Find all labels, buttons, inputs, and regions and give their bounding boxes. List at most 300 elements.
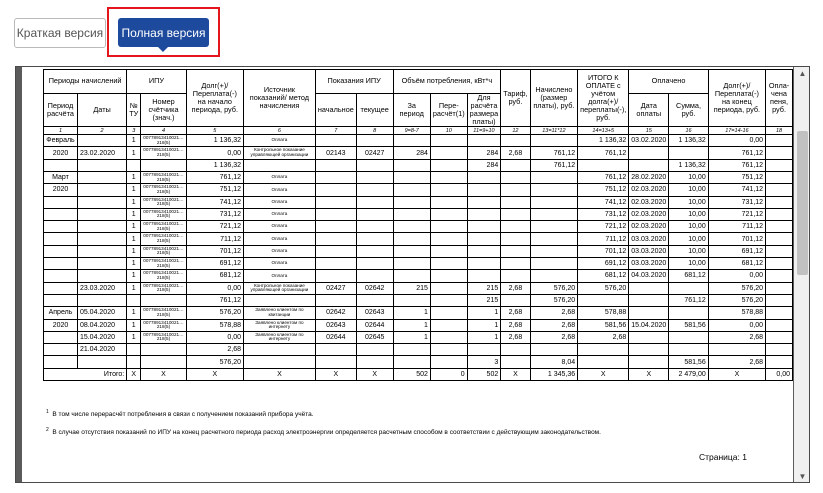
column-number: 7 [315, 127, 356, 135]
header-for-period: За период [393, 94, 430, 127]
meter-cell [141, 208, 186, 220]
meter-digits: 218(5) [156, 324, 171, 330]
meter-digits: 218(5) [156, 311, 171, 317]
meter-cell [141, 319, 186, 331]
meter-digits: 218(5) [156, 250, 171, 256]
date-cell [77, 221, 126, 233]
total-x: X [244, 368, 316, 380]
header-dates: Даты [77, 94, 126, 127]
amount-cell: 10,00 [669, 221, 708, 233]
calc-volume-cell [467, 245, 501, 257]
total-due-cell [578, 344, 629, 356]
total-x: X [708, 368, 765, 380]
recalc-cell [430, 245, 467, 257]
column-number: 11=9+10 [467, 127, 501, 135]
source-cell: Оплата [244, 135, 316, 147]
meter-digits: 218(5) [156, 176, 171, 182]
pay-date-cell: 15.04.2020 [629, 319, 669, 331]
cell [393, 356, 430, 368]
cell [629, 159, 669, 171]
cell [766, 356, 793, 368]
debt-end-cell: 0,00 [708, 270, 765, 282]
cell [501, 159, 530, 171]
cell [501, 294, 530, 306]
tariff-cell [501, 135, 530, 147]
header-ipu: ИПУ [127, 70, 186, 94]
amount-cell: 10,00 [669, 171, 708, 183]
meter-number: 00778913410021… [143, 147, 184, 153]
volume-cell [393, 270, 430, 282]
tu-cell: 1 [127, 258, 141, 270]
date-cell: 15.04.2020 [77, 331, 126, 343]
reading-start-cell: 02643 [315, 319, 356, 331]
debt-cell: 691,12 [186, 258, 243, 270]
total-due-cell: 741,12 [578, 196, 629, 208]
reading-start-cell [315, 245, 356, 257]
table-row [44, 184, 793, 196]
cell [127, 294, 141, 306]
penalty-cell [766, 331, 793, 343]
tariff-cell: 2,68 [501, 307, 530, 319]
header-amount: Сумма, руб. [669, 94, 708, 127]
cell [766, 294, 793, 306]
volume-cell: 215 [393, 282, 430, 294]
column-number: 10 [430, 127, 467, 135]
pay-date-cell [629, 331, 669, 343]
amount-cell: 681,12 [669, 270, 708, 282]
table-row [44, 208, 793, 220]
pay-date-cell: 03.03.2020 [629, 233, 669, 245]
debt-cell: 0,00 [186, 147, 243, 159]
meter-digits: 218(5) [156, 274, 171, 280]
pay-date-cell [629, 344, 669, 356]
table-row [44, 147, 793, 159]
meter-number: 00778913410021… [143, 233, 184, 239]
cell [77, 159, 126, 171]
cell [766, 159, 793, 171]
debt-end-cell [708, 344, 765, 356]
penalty-cell [766, 208, 793, 220]
meter-number: 00778913410021… [143, 208, 184, 214]
meter-digits: 218(5) [156, 139, 171, 145]
debt-cell: 721,12 [186, 221, 243, 233]
tu-cell: 1 [127, 245, 141, 257]
tu-cell: 1 [127, 196, 141, 208]
debt-end-cell: 751,12 [708, 171, 765, 183]
source-cell: Заявлено клиентом по квитанции [244, 307, 316, 319]
meter-cell [141, 147, 186, 159]
total-due-cell: 731,12 [578, 208, 629, 220]
meter-number: 00778913410021… [143, 307, 184, 313]
table-row [44, 233, 793, 245]
calc-volume-cell [467, 233, 501, 245]
header-current: текущее [356, 94, 393, 127]
charged-cell [530, 208, 578, 220]
source-cell: Заявлено клиентом по интернету [244, 331, 316, 343]
header-charged: Начислено (размер платы), руб. [530, 70, 578, 127]
debt-end-cell: 701,12 [708, 233, 765, 245]
volume-cell: 1 [393, 307, 430, 319]
reading-start-cell [315, 258, 356, 270]
total-due-cell: 578,88 [578, 307, 629, 319]
subtotal-debt: 576,20 [186, 356, 243, 368]
debt-end-cell: 681,12 [708, 258, 765, 270]
reading-end-cell [356, 135, 393, 147]
pay-date-cell [629, 282, 669, 294]
reading-end-cell [356, 208, 393, 220]
reading-start-cell [315, 135, 356, 147]
reading-end-cell [356, 171, 393, 183]
meter-digits: 218(5) [156, 262, 171, 268]
reading-start-cell [315, 184, 356, 196]
meter-cell [141, 135, 186, 147]
debt-cell: 576,20 [186, 307, 243, 319]
charged-cell [530, 135, 578, 147]
pay-date-cell: 04.03.2020 [629, 270, 669, 282]
cell [77, 356, 126, 368]
volume-cell: 1 [393, 331, 430, 343]
column-number: 9=8-7 [393, 127, 430, 135]
header-period: Период расчёта [44, 94, 78, 127]
meter-digits: 218(5) [156, 201, 171, 207]
meter-number: 00778913410021… [143, 196, 184, 202]
period-cell [44, 258, 78, 270]
total-due-cell: 581,56 [578, 319, 629, 331]
tariff-cell [501, 245, 530, 257]
reading-end-cell [356, 270, 393, 282]
column-number: 18 [766, 127, 793, 135]
period-cell [44, 233, 78, 245]
subtotal-row [44, 294, 793, 306]
source-cell: Оплата [244, 208, 316, 220]
tu-cell: 1 [127, 233, 141, 245]
subtotal-calc: 215 [467, 294, 501, 306]
scroll-up-icon[interactable]: ▲ [798, 69, 807, 78]
short-version-button[interactable]: Краткая версия [14, 18, 106, 48]
cell [141, 356, 186, 368]
meter-number: 00778913410021… [143, 184, 184, 190]
table-row [44, 307, 793, 319]
volume-cell [393, 245, 430, 257]
source-cell: Контрольное показание управляющей организации [244, 147, 316, 159]
tariff-cell [501, 270, 530, 282]
tariff-cell: 2,68 [501, 147, 530, 159]
subtotal-end: 576,20 [708, 294, 765, 306]
period-cell: 2020 [44, 319, 78, 331]
meter-digits: 218(5) [156, 225, 171, 231]
pay-date-cell: 03.03.2020 [629, 258, 669, 270]
amount-cell [669, 344, 708, 356]
recalc-cell [430, 233, 467, 245]
total-due-cell: 2,68 [578, 331, 629, 343]
total-x: X [315, 368, 356, 380]
total-pen: 0,00 [766, 368, 793, 380]
tu-cell: 1 [127, 135, 141, 147]
document-viewer[interactable] [15, 66, 810, 483]
total-x: X [578, 368, 629, 380]
table-row [44, 245, 793, 257]
meter-number: 00778913410021… [143, 172, 184, 177]
debt-cell: 731,12 [186, 208, 243, 220]
tu-cell: 1 [127, 307, 141, 319]
recalc-cell [430, 221, 467, 233]
amount-cell: 10,00 [669, 208, 708, 220]
amount-cell [669, 307, 708, 319]
reading-end-cell [356, 258, 393, 270]
charged-cell: 2,68 [530, 319, 578, 331]
penalty-cell [766, 233, 793, 245]
cell [356, 159, 393, 171]
debt-cell: 0,00 [186, 282, 243, 294]
recalc-cell [430, 171, 467, 183]
volume-cell [393, 233, 430, 245]
penalty-cell [766, 221, 793, 233]
tu-cell: 1 [127, 147, 141, 159]
cell [356, 356, 393, 368]
reading-start-cell [315, 171, 356, 183]
total-due-cell: 576,20 [578, 282, 629, 294]
recalc-cell [430, 147, 467, 159]
cell [578, 356, 629, 368]
volume-cell [393, 184, 430, 196]
tu-cell: 1 [127, 270, 141, 282]
tu-cell: 1 [127, 184, 141, 196]
meter-cell [141, 245, 186, 257]
tariff-cell [501, 196, 530, 208]
debt-end-cell: 731,12 [708, 196, 765, 208]
recalc-cell [430, 270, 467, 282]
recalc-cell [430, 331, 467, 343]
debt-end-cell: 0,00 [708, 319, 765, 331]
recalc-cell [430, 307, 467, 319]
cell [578, 294, 629, 306]
period-cell [44, 245, 78, 257]
source-cell: Контрольное показание управляющей организации [244, 282, 316, 294]
column-number: 16 [669, 127, 708, 135]
calc-volume-cell: 215 [467, 282, 501, 294]
column-number-row [44, 127, 793, 135]
column-number: 15 [629, 127, 669, 135]
cell [44, 356, 78, 368]
header-pay-date: Дата оплаты [629, 94, 669, 127]
penalty-cell [766, 147, 793, 159]
date-cell: 21.04.2020 [77, 344, 126, 356]
debt-cell: 701,12 [186, 245, 243, 257]
subtotal-row [44, 356, 793, 368]
charged-cell [530, 184, 578, 196]
meter-number: 00778913410021… [143, 258, 184, 264]
total-calc: 502 [467, 368, 501, 380]
total-x: X [127, 368, 141, 380]
date-cell: 05.04.2020 [77, 307, 126, 319]
recalc-cell [430, 282, 467, 294]
reading-start-cell [315, 344, 356, 356]
header-initial: начальное [315, 94, 356, 127]
date-cell [77, 135, 126, 147]
penalty-cell [766, 270, 793, 282]
total-due-cell: 761,12 [578, 147, 629, 159]
subtotal-end: 761,12 [708, 159, 765, 171]
cell [315, 294, 356, 306]
vertical-scrollbar[interactable] [794, 67, 810, 483]
period-cell [44, 208, 78, 220]
meter-digits: 218(5) [156, 188, 171, 194]
reading-end-cell [356, 233, 393, 245]
period-cell: Март [44, 171, 78, 183]
debt-cell: 751,12 [186, 184, 243, 196]
full-version-button[interactable]: Полная версия [118, 18, 209, 47]
recalc-cell [430, 319, 467, 331]
page-number: Страница: 1 [699, 452, 747, 462]
amount-cell: 10,00 [669, 184, 708, 196]
meter-number: 00778913410021… [143, 331, 184, 337]
table-row [44, 135, 793, 147]
cell [629, 294, 669, 306]
billing-table [43, 69, 793, 381]
subtotal-chg: 8,04 [530, 356, 578, 368]
tariff-cell: 2,68 [501, 331, 530, 343]
recalc-cell [430, 258, 467, 270]
table-row [44, 171, 793, 183]
debt-cell: 1 136,32 [186, 135, 243, 147]
charged-cell [530, 221, 578, 233]
header-penalty: Опла- чена пеня, руб. [766, 70, 793, 127]
tu-cell: 1 [127, 319, 141, 331]
calc-volume-cell [467, 221, 501, 233]
calc-volume-cell [467, 171, 501, 183]
table-row [44, 319, 793, 331]
recalc-cell [430, 344, 467, 356]
meter-digits: 218(5) [156, 152, 171, 157]
pay-date-cell: 28.02.2020 [629, 171, 669, 183]
tu-cell: 1 [127, 282, 141, 294]
scroll-thumb[interactable] [797, 131, 808, 275]
date-cell: 08.04.2020 [77, 319, 126, 331]
total-x: X [501, 368, 530, 380]
reading-end-cell: 02644 [356, 319, 393, 331]
volume-cell [393, 171, 430, 183]
table-row [44, 258, 793, 270]
table-row [44, 270, 793, 282]
column-number: 4 [141, 127, 186, 135]
pay-date-cell: 02.03.2020 [629, 196, 669, 208]
date-cell: 23.03.2020 [77, 282, 126, 294]
tariff-cell [501, 233, 530, 245]
billing-table-body [44, 127, 793, 381]
total-label: Итого: [44, 368, 127, 380]
debt-cell: 711,12 [186, 233, 243, 245]
meter-cell [141, 171, 186, 183]
debt-end-cell: 741,12 [708, 184, 765, 196]
debt-cell: 2,68 [186, 344, 243, 356]
reading-start-cell [315, 233, 356, 245]
subtotal-chg: 761,12 [530, 159, 578, 171]
calc-volume-cell [467, 258, 501, 270]
reading-end-cell: 02645 [356, 331, 393, 343]
table-row [44, 344, 793, 356]
subtotal-debt: 1 136,32 [186, 159, 243, 171]
debt-end-cell: 2,68 [708, 331, 765, 343]
meter-cell [141, 331, 186, 343]
amount-cell [669, 331, 708, 343]
charged-cell: 761,12 [530, 147, 578, 159]
active-indicator-icon [158, 47, 168, 52]
volume-cell [393, 196, 430, 208]
meter-number: 00778913410021… [143, 282, 184, 288]
period-cell [44, 344, 78, 356]
meter-number: 00778913410021… [143, 319, 184, 325]
cell [244, 159, 316, 171]
volume-cell [393, 135, 430, 147]
debt-cell: 761,12 [186, 171, 243, 183]
header-debt-start: Долг(+)/ Переплата(-) на начало периода, руб. [186, 70, 243, 127]
date-cell [77, 258, 126, 270]
calc-volume-cell [467, 270, 501, 282]
charged-cell [530, 171, 578, 183]
amount-cell [669, 147, 708, 159]
amount-cell: 10,00 [669, 258, 708, 270]
source-cell: Заявлено клиентом по интернету [244, 319, 316, 331]
debt-end-cell: 0,00 [708, 135, 765, 147]
cell [244, 356, 316, 368]
meter-cell [141, 184, 186, 196]
meter-cell [141, 307, 186, 319]
total-debt_total: X [186, 368, 243, 380]
amount-cell [669, 282, 708, 294]
header-readings: Показания ИПУ [315, 70, 393, 94]
date-cell [77, 233, 126, 245]
debt-cell: 741,12 [186, 196, 243, 208]
source-cell: Оплата [244, 221, 316, 233]
source-cell: Оплата [244, 245, 316, 257]
header-periods: Периоды начислений [44, 70, 127, 94]
date-cell [77, 196, 126, 208]
debt-end-cell: 578,88 [708, 307, 765, 319]
total-due-cell: 721,12 [578, 221, 629, 233]
scroll-down-icon[interactable]: ▼ [798, 472, 807, 481]
source-cell: Оплата [244, 184, 316, 196]
full-version-highlight [107, 7, 220, 57]
calc-volume-cell [467, 344, 501, 356]
date-cell: 23.02.2020 [77, 147, 126, 159]
column-number: 6 [244, 127, 316, 135]
reading-start-cell [315, 196, 356, 208]
debt-end-cell: 721,12 [708, 208, 765, 220]
column-number: 13=11*12 [530, 127, 578, 135]
source-cell [244, 344, 316, 356]
header-total-due: ИТОГО К ОПЛАТЕ с учётом долга(+)/ переплаты(-), руб. [578, 70, 629, 127]
pay-date-cell: 03.02.2020 [629, 135, 669, 147]
total-amt: 2 479,00 [669, 368, 708, 380]
total-due-cell: 711,12 [578, 233, 629, 245]
cell [629, 356, 669, 368]
cell [141, 294, 186, 306]
reading-end-cell [356, 184, 393, 196]
calc-volume-cell [467, 196, 501, 208]
pay-date-cell [629, 147, 669, 159]
volume-cell [393, 258, 430, 270]
charged-cell [530, 344, 578, 356]
cell [430, 294, 467, 306]
total-row [44, 368, 793, 380]
total-vol: 502 [393, 368, 430, 380]
volume-cell [393, 221, 430, 233]
penalty-cell [766, 171, 793, 183]
cell [578, 159, 629, 171]
meter-number: 00778913410021… [143, 221, 184, 227]
column-number: 2 [77, 127, 126, 135]
cell [77, 294, 126, 306]
